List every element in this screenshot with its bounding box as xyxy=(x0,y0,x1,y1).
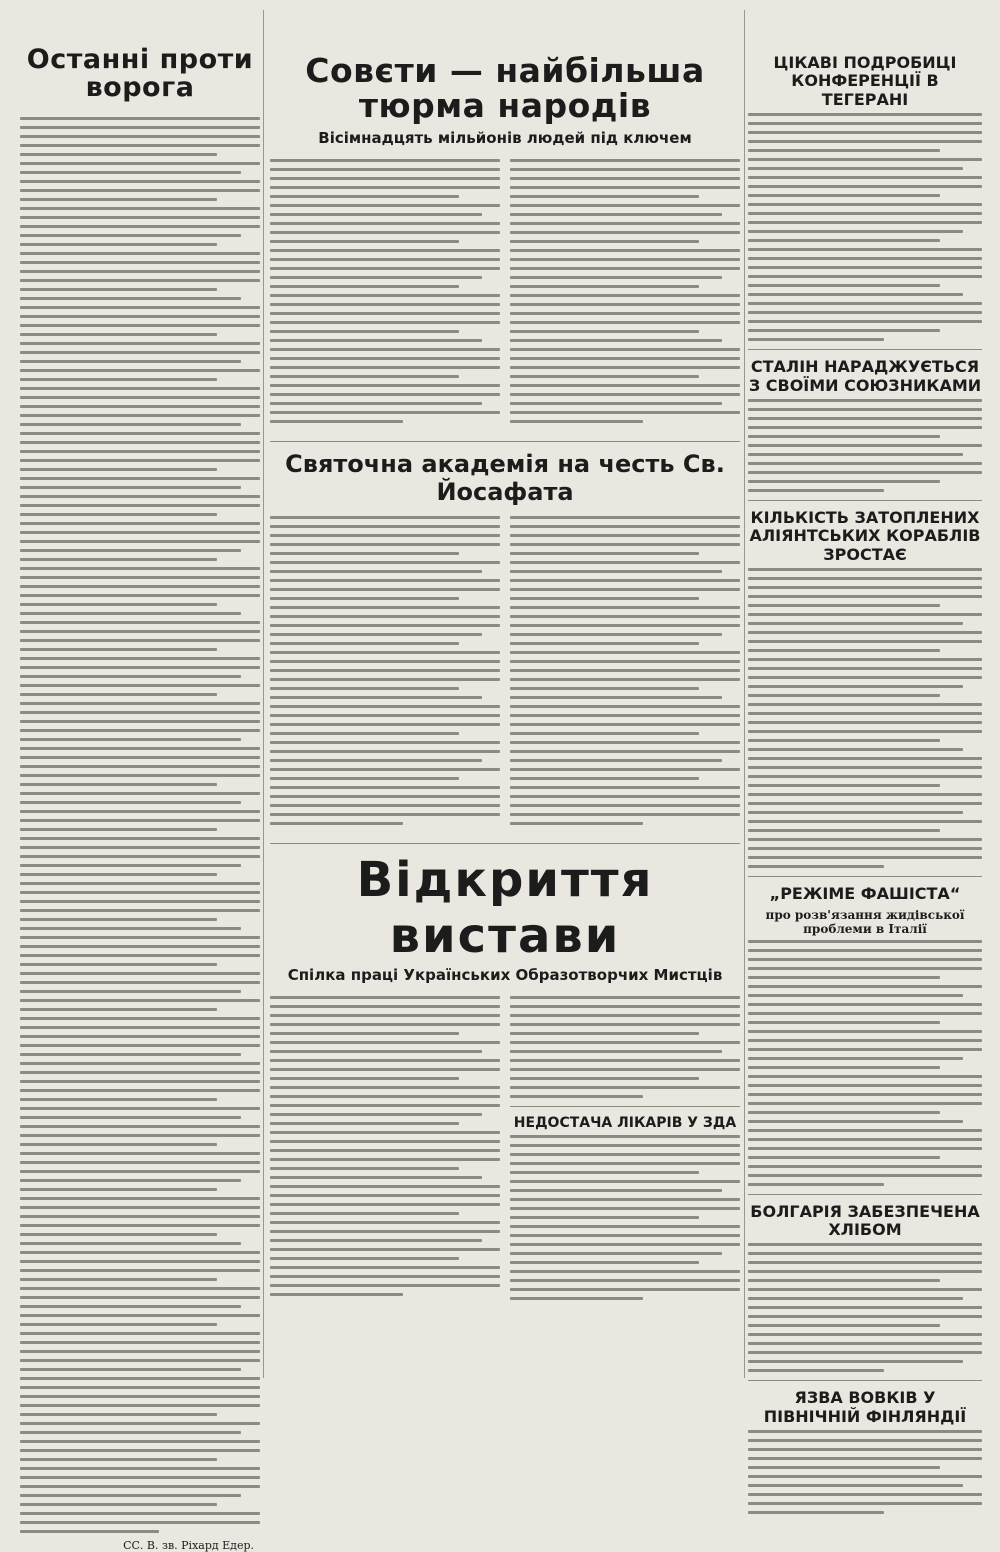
exhibit-headline: Відкриття вистави xyxy=(356,852,654,965)
exhibit-article-body xyxy=(270,992,740,1306)
exhibit-subhead: Спілка праці Українських Образотворчих Мистців xyxy=(287,966,723,985)
ships-body xyxy=(748,568,982,868)
left-column xyxy=(20,0,260,1552)
section-divider xyxy=(510,1106,740,1107)
section-divider xyxy=(748,500,982,501)
bulgaria-headline: БОЛГАРІЯ ЗАБЕЗПЕЧЕНА ХЛІБОМ xyxy=(750,1201,980,1239)
section-divider xyxy=(748,1194,982,1195)
section-divider xyxy=(270,441,740,442)
exhibit-continuation xyxy=(510,996,740,1098)
ships-headline: КІЛЬКІСТЬ ЗАТОПЛЕНИХ АЛІЯНТСЬКИХ КОРАБЛІВ ЗРОСТАЄ xyxy=(749,507,981,564)
doctors-headline: НЕДОСТАЧА ЛІКАРІВ У ЗДА xyxy=(513,1115,737,1132)
section-divider xyxy=(748,876,982,877)
stalin-headline: СТАЛІН НАРАДЖУЄТЬСЯ З СВОЇМИ СОЮЗНИКАМИ xyxy=(748,357,982,395)
fascist-headline: „РЕЖІМЕ ФАШІСТА“ xyxy=(769,884,961,904)
finland-headline: ЯЗВА ВОВКІВ У ПІВНІЧНІЙ ФІНЛЯНДІЇ xyxy=(763,1388,967,1426)
academy-headline: Святочна академія на честь Св. Йосафата xyxy=(285,450,725,507)
column-divider xyxy=(744,10,745,1378)
signature: СС. В. зв. Ріхард Едер. xyxy=(123,1538,254,1552)
tehran-body xyxy=(748,113,982,341)
main-article-body xyxy=(270,155,740,433)
academy-article-body xyxy=(270,512,740,835)
doctors-body xyxy=(510,1135,740,1300)
article-body xyxy=(20,117,260,1533)
fascist-subhead: про розв'язання жидівської проблеми в Італії xyxy=(765,907,965,936)
main-subhead: Вісімнадцять мільйонів людей під ключем xyxy=(318,129,692,148)
section-divider xyxy=(270,843,740,844)
center-column xyxy=(270,0,740,1306)
tehran-headline: ЦІКАВІ ПОДРОБИЦІ КОНФЕРЕНЦІЇ В ТЕГЕРАНІ xyxy=(773,53,957,109)
bulgaria-body xyxy=(748,1243,982,1372)
column-divider xyxy=(263,10,264,1378)
stalin-body xyxy=(748,399,982,492)
fascist-body xyxy=(748,940,982,1186)
section-divider xyxy=(748,349,982,350)
right-column xyxy=(748,0,982,1520)
finland-body xyxy=(748,1430,982,1514)
main-headline: Совєти — найбільша тюрма народів xyxy=(305,51,705,125)
article-title: Останні проти ворога xyxy=(26,44,254,104)
section-divider xyxy=(748,1380,982,1381)
